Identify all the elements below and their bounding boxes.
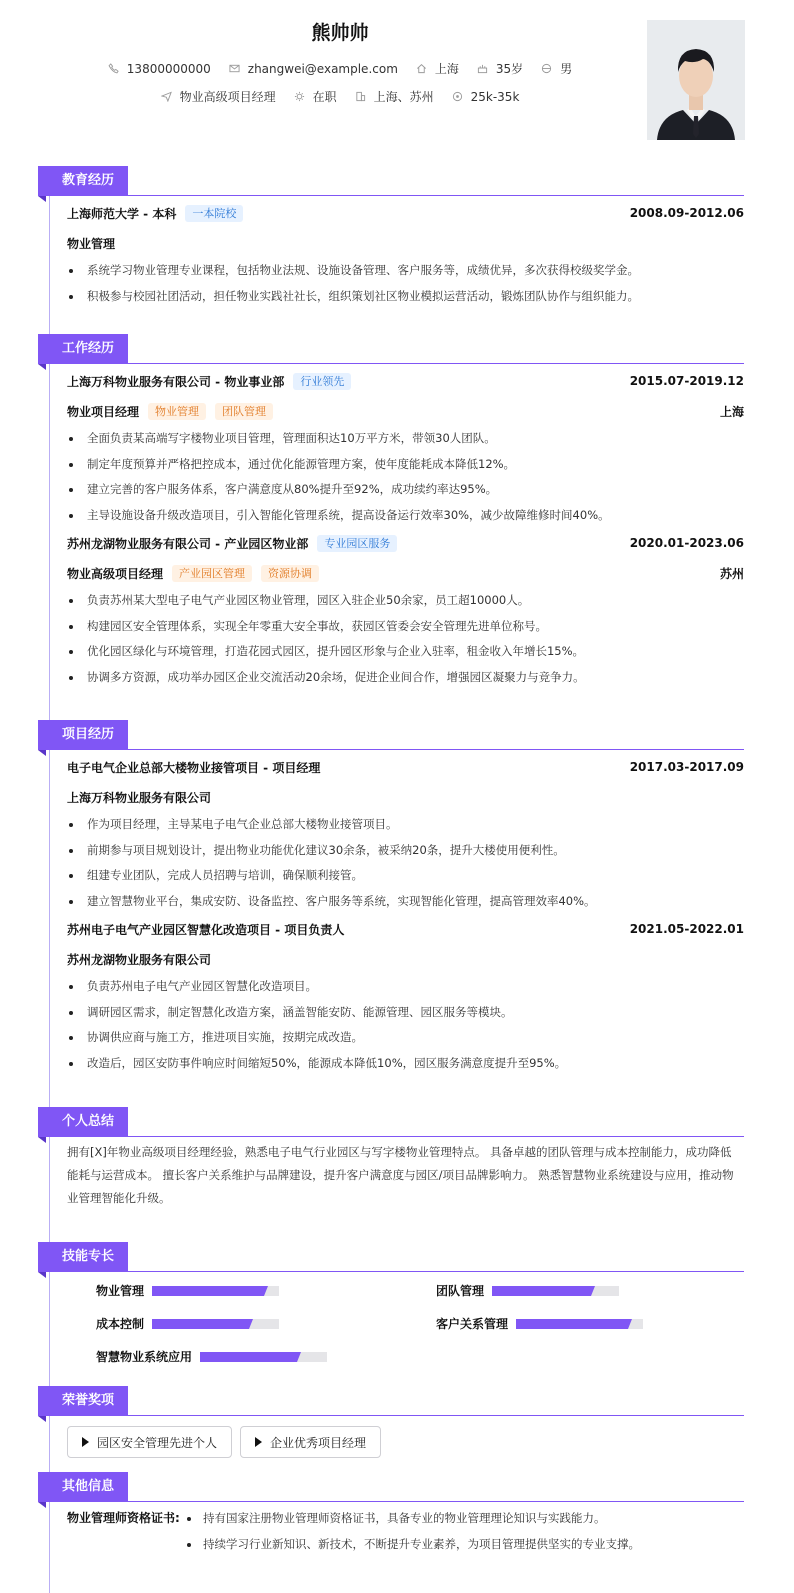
skill-label: 智慧物业系统应用 [96, 1350, 193, 1364]
project-entry-header [67, 914, 744, 944]
role-row [67, 558, 744, 588]
work-bullets [67, 426, 744, 528]
award-badge [67, 1426, 232, 1458]
major-row [67, 228, 744, 258]
section-divider [128, 363, 744, 364]
list-item: 作为项目经理，主导某电子电气企业总部大楼物业接管项目。 [67, 812, 744, 838]
major-name: 物业管理 [67, 236, 116, 251]
company-name: 苏州龙湖物业服务有限公司 - 产业园区物业部 [67, 536, 309, 551]
work-section [38, 334, 744, 690]
projects-body [38, 752, 744, 1076]
project-name: 苏州电子电气产业园区智慧化改造项目 - 项目负责人 [67, 922, 345, 937]
section-divider [128, 1271, 744, 1272]
skill-item [96, 1282, 279, 1299]
building-icon [355, 91, 366, 102]
projects-section [38, 720, 744, 1076]
section-divider [128, 1136, 744, 1137]
other-info [67, 1504, 744, 1557]
home-icon [416, 63, 427, 74]
awards-list [67, 1418, 744, 1458]
list-item: 负责苏州某大型电子电气产业园区物业管理，园区入驻企业50余家，员工超10000人。 [67, 588, 744, 614]
skills-grid [67, 1274, 744, 1384]
work-date: 2020.01-2023.06 [629, 536, 744, 550]
salary-text: 25k-35k [470, 89, 520, 104]
role-row [67, 396, 744, 426]
work-entry-header [67, 366, 744, 396]
other-header [38, 1472, 744, 1504]
project-bullets [67, 812, 744, 914]
skills-body [38, 1274, 744, 1384]
skill-label: 成本控制 [96, 1317, 145, 1331]
skill-label: 物业管理 [96, 1284, 145, 1298]
profile-photo [647, 20, 745, 140]
school-tag: 一本院校 [185, 205, 243, 222]
role-tag: 物业管理 [148, 403, 206, 420]
summary-text: 拥有[X]年物业高级项目经理经验，熟悉电子电气行业园区与写字楼物业管理特点。 具备卓越的团队管理与成本控制能力，成功降低能耗与运营成本。 擅长客户关系维护与品牌建设，提升客户满意度与园区/项目品牌影响力。 熟悉智慧物业系统建设与应用，推动物业管理智能化升级。 [67, 1145, 734, 1205]
phone-text[interactable]: 13800000000 [126, 61, 211, 76]
company-tag: 专业园区服务 [317, 535, 397, 552]
list-item: 系统学习物业管理专业课程，包括物业法规、设施设备管理、客户服务等，成绩优异，多次获得校级奖学金。 [67, 258, 744, 284]
other-row [67, 1506, 744, 1532]
send-icon [161, 91, 172, 102]
section-divider [128, 749, 744, 750]
work-body [38, 366, 744, 690]
age-text: 35岁 [495, 62, 524, 76]
projects-title: 项目经历 [38, 720, 128, 750]
gender-icon [541, 63, 552, 74]
mail-icon [229, 63, 240, 74]
section-divider [128, 195, 744, 196]
role-tag: 团队管理 [215, 403, 273, 420]
work-location: 苏州 [719, 566, 744, 581]
salary-info [452, 90, 520, 104]
project-entry-header [67, 752, 744, 782]
award-label: 园区安全管理先进个人 [97, 1435, 218, 1450]
role-name: 物业高级项目经理 [67, 566, 164, 581]
work-entry-header [67, 528, 744, 558]
project-org: 上海万科物业服务有限公司 [67, 790, 212, 805]
education-section [38, 166, 744, 309]
education-header [38, 166, 744, 198]
role-tag: 资源协调 [261, 565, 319, 582]
section-divider [128, 1415, 744, 1416]
honors-section [38, 1386, 744, 1458]
list-item: 积极参与校园社团活动，担任物业实践社社长，组织策划社区物业模拟运营活动，锻炼团队协作与组织能力。 [67, 284, 744, 310]
phone-info [108, 62, 211, 76]
list-item: 主导设施设备升级改造项目，引入智能化管理系统，提高设备运行效率30%，减少故障维修时间40%。 [67, 503, 744, 529]
list-item: 协调多方资源，成功举办园区企业交流活动20余场，促进企业间合作，增强园区凝聚力与竞争力。 [67, 665, 744, 691]
summary-body [38, 1139, 744, 1210]
skill-fill [152, 1319, 249, 1329]
skill-item [436, 1282, 619, 1299]
status-text: 在职 [312, 90, 337, 104]
project-date: 2017.03-2017.09 [629, 760, 744, 774]
other-body [38, 1504, 744, 1557]
city-text: 上海 [434, 62, 459, 76]
skill-bar [200, 1352, 327, 1362]
honors-header [38, 1386, 744, 1418]
list-item: 负责苏州电子电气产业园区智慧化改造项目。 [67, 974, 744, 1000]
summary-title: 个人总结 [38, 1107, 128, 1137]
skill-label: 客户关系管理 [436, 1317, 509, 1331]
work-location: 上海 [719, 404, 744, 419]
other-section [38, 1472, 744, 1557]
list-item: 持续学习行业新知识、新技术，不断提升专业素养，为项目管理提供坚实的专业支撑。 [185, 1532, 640, 1558]
skill-item [96, 1348, 327, 1365]
company-tag: 行业领先 [293, 373, 351, 390]
summary-header [38, 1107, 744, 1139]
job-intent-row [0, 88, 680, 105]
skill-bar [152, 1319, 279, 1329]
email-text[interactable]: zhangwei@example.com [247, 61, 398, 76]
project-org: 苏州龙湖物业服务有限公司 [67, 952, 212, 967]
other-title: 其他信息 [38, 1472, 128, 1502]
summary-section [38, 1107, 744, 1210]
skill-fill [516, 1319, 628, 1329]
list-item: 调研园区需求，制定智慧化改造方案，涵盖智能安防、能源管理、园区服务等模块。 [67, 1000, 744, 1026]
education-entry-header [67, 198, 744, 228]
work-header [38, 334, 744, 366]
role-name: 物业项目经理 [67, 404, 140, 419]
education-date: 2008.09-2012.06 [629, 206, 744, 220]
skill-item [436, 1315, 643, 1332]
honors-title: 荣誉奖项 [38, 1386, 128, 1416]
list-item: 全面负责某高端写字楼物业项目管理，管理面积达10万平方米，带领30人团队。 [67, 426, 744, 452]
skill-label: 团队管理 [436, 1284, 485, 1298]
status-info [294, 88, 337, 105]
list-item: 持有国家注册物业管理师资格证书，具备专业的物业管理理论知识与实践能力。 [185, 1506, 606, 1532]
honors-body [38, 1418, 744, 1458]
city-info [416, 60, 459, 77]
work-title: 工作经历 [38, 334, 128, 364]
skills-section [38, 1242, 744, 1384]
skills-title: 技能专长 [38, 1242, 128, 1272]
cake-icon [477, 63, 488, 74]
skill-bar [492, 1286, 619, 1296]
list-item: 优化园区绿化与环境管理，打造花园式园区，提升园区形象与企业入驻率，租金收入年增长15%。 [67, 639, 744, 665]
email-info [229, 62, 398, 76]
resume-header [0, 0, 794, 150]
play-icon [82, 1437, 89, 1447]
skill-bar [516, 1319, 643, 1329]
award-badge [240, 1426, 381, 1458]
skill-item [96, 1315, 279, 1332]
skill-bar [152, 1286, 279, 1296]
list-item: 制定年度预算并严格把控成本，通过优化能源管理方案，使年度能耗成本降低12%。 [67, 452, 744, 478]
list-item: 建立智慧物业平台，集成安防、设备监控、客户服务等系统，实现智能化管理，提高管理效率40%。 [67, 889, 744, 915]
position-info [161, 88, 276, 105]
projects-header [38, 720, 744, 752]
empty-label [67, 1532, 185, 1558]
target-city-info [355, 88, 434, 105]
list-item: 组建专业团队，完成人员招聘与培训，确保顺利接管。 [67, 863, 744, 889]
work-date: 2015.07-2019.12 [629, 374, 744, 388]
position-text: 物业高级项目经理 [179, 90, 276, 104]
list-item: 前期参与项目规划设计，提出物业功能优化建议30余条，被采纳20条，提升大楼使用便利性。 [67, 838, 744, 864]
contact-row [0, 60, 680, 77]
education-title: 教育经历 [38, 166, 128, 196]
project-bullets [67, 974, 744, 1076]
list-item: 构建园区安全管理体系，实现全年零重大安全事故，获园区管委会安全管理先进单位称号。 [67, 614, 744, 640]
candidate-name: 熊帅帅 [311, 22, 369, 44]
skills-header [38, 1242, 744, 1274]
project-name: 电子电气企业总部大楼物业接管项目 - 项目经理 [67, 760, 321, 775]
role-tag: 产业园区管理 [172, 565, 252, 582]
list-item: 改造后，园区安防事件响应时间缩短50%，能源成本降低10%，园区服务满意度提升至95%。 [67, 1051, 744, 1077]
age-info [477, 60, 523, 77]
status-icon [294, 91, 305, 102]
other-row [67, 1532, 744, 1558]
education-bullets [67, 258, 744, 309]
phone-icon [108, 63, 119, 74]
company-name: 上海万科物业服务有限公司 - 物业事业部 [67, 374, 285, 389]
project-date: 2021.05-2022.01 [629, 922, 744, 936]
school-name: 上海师范大学 - 本科 [67, 206, 177, 221]
list-item: 建立完善的客户服务体系，客户满意度从80%提升至92%，成功续约率达95%。 [67, 477, 744, 503]
list-item: 协调供应商与施工方，推进项目实施，按期完成改造。 [67, 1025, 744, 1051]
work-bullets [67, 588, 744, 690]
skill-fill [152, 1286, 264, 1296]
gender-info [541, 60, 572, 77]
skill-fill [200, 1352, 297, 1362]
money-icon [452, 91, 463, 102]
skill-fill [492, 1286, 591, 1296]
project-org-row [67, 944, 744, 974]
gender-text: 男 [560, 62, 573, 76]
section-divider [128, 1501, 744, 1502]
certificate-label: 物业管理师资格证书: [67, 1511, 180, 1525]
play-icon [255, 1437, 262, 1447]
project-org-row [67, 782, 744, 812]
education-body [38, 198, 744, 309]
target-city-text: 上海、苏州 [373, 90, 434, 104]
award-label: 企业优秀项目经理 [270, 1435, 367, 1450]
